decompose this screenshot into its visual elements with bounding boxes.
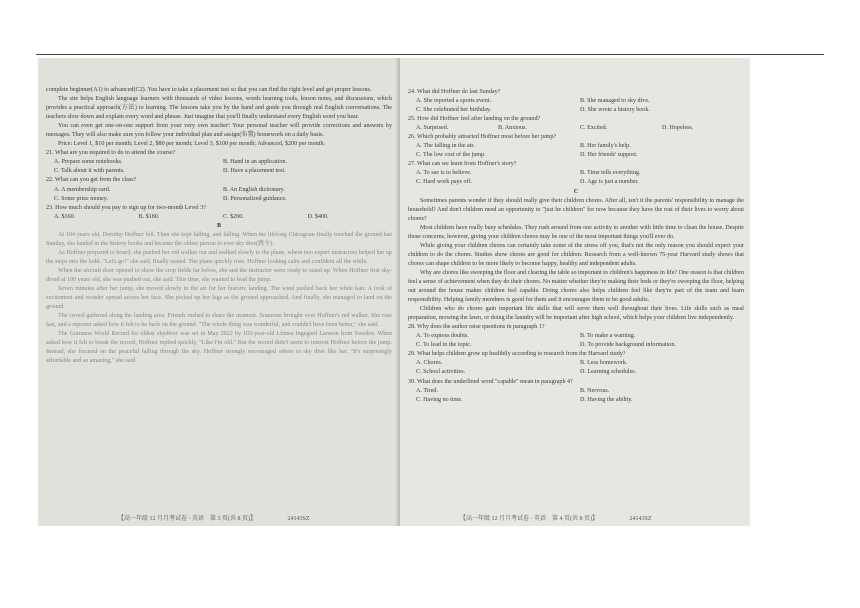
question-29-options [408,359,744,377]
option-b: B. She managed to sky dive. [580,98,650,105]
question-21-options [46,158,392,176]
passage-b-paragraph: As Hoffner prepared to board, she pushed her red walker out and walked slowly to the plane, where two expert instructors helped her up the steps into the hold. "Let's go!" she said, finally seated. The plane quickly rose. Hoffner looking calm and confident all the while. [46,249,392,265]
passage-b-paragraph: When the aircraft door opened to show the crop fields far below, she and the instructor were ready to stand up. When Hoffner first sky-dived at 100 years old, she was pushed out, she said. This time, she wanted to lead the jump. [46,267,392,283]
option-a: A. The falling in the air. [416,143,475,150]
option-b: B. Hand in an application. [223,159,287,166]
passage-c-paragraph: While giving your children chores can certainly take some of the stress off you, that's not the only reason you should expect your children to do the chores. Studies show chores are good for children. Research from a well-known 75-year Harvard study shows that chores can shape children to be more likely to become happy, healthy and independent adults. [408,242,744,267]
question-22-stem: 22. What can you get from the class? [46,177,137,184]
option-c: C. Talk about it with parents. [54,168,125,175]
option-c: C. Excited. [580,125,608,132]
option-d: D. Her friends' support. [580,152,638,159]
question-28-options [408,332,744,350]
exam-page-left [38,58,400,526]
option-c: C. Some prize money. [54,195,108,202]
question-28-stem: 28. Why does the author raise questions in paragraph 1? [408,324,545,331]
passage-a-paragraph: You can even get one-on-one support from your very own teacher! Your personal teacher will provide corrections and answers by messages. They will also make sure you follow your individual plan and assign(布置) homework on a daily basis. [46,123,392,139]
option-a: A. Prepare some notebooks. [54,159,123,166]
question-27-options [408,169,744,187]
right-column [408,88,744,405]
option-b: B. Less homework. [580,360,628,367]
passage-b-paragraph: The Guinness World Record for oldest skydiver was set in May 2022 by 103-year-old Linnea Ingegard Larsson from Sweden. When asked how it felt to break the record, Hoffner replied quickly, "Like I'm old." But the record didn't seem to interest Hoffner before the jump. Instead, she focused on the peaceful falling through the sky. Hoffner strongly encouraged others to sky dive like her. "It's surprisingly affordable and so amazing," she said. [46,331,392,365]
question-21-stem: 21. What are you required to do to attend the course? [46,150,176,157]
option-c: C. To lead in the topic. [416,342,472,349]
option-d: D. Age is just a number. [580,179,639,186]
question-26-options [408,142,744,160]
exam-page-right [400,58,750,526]
option-d: D. Personalized guidance. [223,195,287,202]
section-c-heading: C [573,188,579,195]
option-b: B. Her family's help. [580,143,631,150]
passage-a-paragraph: complete beginner(A1) to advanced(C2). You have to take a placement test so that you can find the right level and get proper lessons. [46,87,372,93]
question-24-options [408,97,744,115]
option-b: B. Nervous. [580,387,610,394]
passage-c-paragraph: Children who do chores gain important life skills that will serve them well throughout their lives. Life skills such as meal preparation, mowing the lawn, or doing the laundry will be important after high school, which helps your children live independently. [408,306,744,322]
option-c: C. Having no time. [416,396,463,403]
option-c: C. School activities. [416,369,466,376]
option-d: D. Having the ability. [580,396,633,403]
left-column [46,86,392,366]
footer-code: 24143SZ [629,516,652,522]
option-d: D. Learning schedules. [580,369,637,376]
option-a: A. To see is to believe. [416,170,472,177]
passage-b-paragraph: The crowd gathered along the landing area. Friends rushed to share the moment. Someone brought over Hoffner's red walker. She rose fast, and a reporter asked how it felt to be back on the ground. "The whole thing was wonderful, and couldn't have been better," she said. [46,313,392,329]
option-b: B. An English dictionary. [223,186,285,193]
option-c: C. She celebrated her birthday. [416,107,492,114]
passage-c-paragraph: Why are chores like sweeping the floor and clearing the table so important to children's happiness in life? One reason is that children feel a sense of achievement when they do their chores. No matter whether they're making their beds or they're sweeping the floor, helping out around the house makes children feel capable. Doing chores also helps children feel like they're part of the team and learn responsibility. Helping family members is good for them and it encourages them to be good adults. [408,269,744,304]
passage-c-paragraph: Most children have really busy schedules. They rush around from one activity to another with little time to clean the house. Despite those concerns, however, giving your children chores may be one of the most important things you'll ever do. [408,224,744,240]
option-a: A. A membership card. [54,186,111,193]
question-26-stem: 26. Which probably attracted Hoffner most before her jump? [408,134,557,141]
option-a: A. To express doubts. [416,333,469,340]
top-divider-line [36,54,824,55]
option-d: D. She wrote a history book. [580,107,650,114]
page-footer-left [118,513,310,522]
footer-title: 【高一年级 12 月月考试卷 · 英语 第 4 页(共 8 页)】 [460,516,598,522]
passage-b-paragraph: Seven minutes after her jump, she moved slowly in the air for her historic landing. The wind pushed back her white hair. A look of excitement and wonder spread across her face. She picked up her legs as the ground approached. And finally, she managed to land on the ground. [46,286,392,311]
option-b: B. To make a warning. [580,333,636,340]
option-c: C. Hard work pays off. [416,179,473,186]
footer-code: 24143SZ [287,516,310,522]
option-c: C. The low cost of the jump. [416,152,486,159]
question-22-options [46,186,392,204]
option-b: B. $180. [138,213,160,220]
option-a: A. Surprised. [416,125,449,132]
question-25-stem: 25. How did Hoffner feel after landing on the ground? [408,116,541,123]
question-30-stem: 30. What does the underlined word "capable" mean in paragraph 4? [408,378,573,385]
option-b: B. Anxious. [498,125,527,132]
question-30-options [408,387,744,405]
question-25-options [408,124,744,133]
option-d: D. Hopeless. [662,125,694,132]
question-24-stem: 24. What did Hoffner do last Sunday? [408,89,501,95]
question-23-options [46,213,392,222]
option-b: B. Time tells everything. [580,170,641,177]
option-a: A. $160. [54,213,76,220]
option-d: D. Have a placement test. [223,168,286,175]
option-a: A. She reported a sports event. [416,98,491,105]
passage-c-paragraph: Sometimes parents wonder if they should really give their children chores. After all, isn't it the parents' responsibility to manage the household? And don't children need an opportunity to "just be children" for now because they have the rest of their lives to worry about chores? [408,197,744,222]
question-27-stem: 27. What can we learn from Hoffner's story? [408,161,517,168]
passage-a-paragraph: Price: Level 1, $10 per month; Level 2, $80 per month; Level 3, $100 per month; Advanced, $200 per month. [58,141,326,148]
scanned-exam-sheet [38,58,750,526]
option-a: A. Chores. [416,360,443,367]
page-footer-right [460,513,652,522]
passage-a-paragraph: The site helps English language learners with thousands of video lessons, words learning tools, lesson notes, and discussions, which provides a practical approach(方法) to learning. The lessons take you by the hand and guide you through real English conversations. The teachers slow down and explain every word and phrase. Just imagine that you'll finally understand every English word you hear. [46,96,392,121]
question-29-stem: 29. What helps children grow up healthily according to research from the Harvard study? [408,351,626,358]
option-a: A. Tired. [416,387,438,394]
section-b-heading: B [216,222,222,229]
question-23-stem: 23. How much should you pay to sign up for two-month Level 3? [46,204,206,211]
passage-b [46,231,392,367]
passage-b-paragraph: At 104 years old, Dorothy Hoffner fell. Then she kept falling, and falling. When the lifelong Chicagoan finally touched the ground last Sunday, she landed in the history books and became the oldest person to ever sky dive(跳伞). [46,231,392,247]
option-d: D. $400. [307,213,329,220]
option-c: C. $200. [223,213,244,220]
option-d: D. To provide background information. [580,342,676,349]
footer-title: 【高一年级 12 月月考试卷 · 英语 第 3 页(共 8 页)】 [118,516,256,522]
